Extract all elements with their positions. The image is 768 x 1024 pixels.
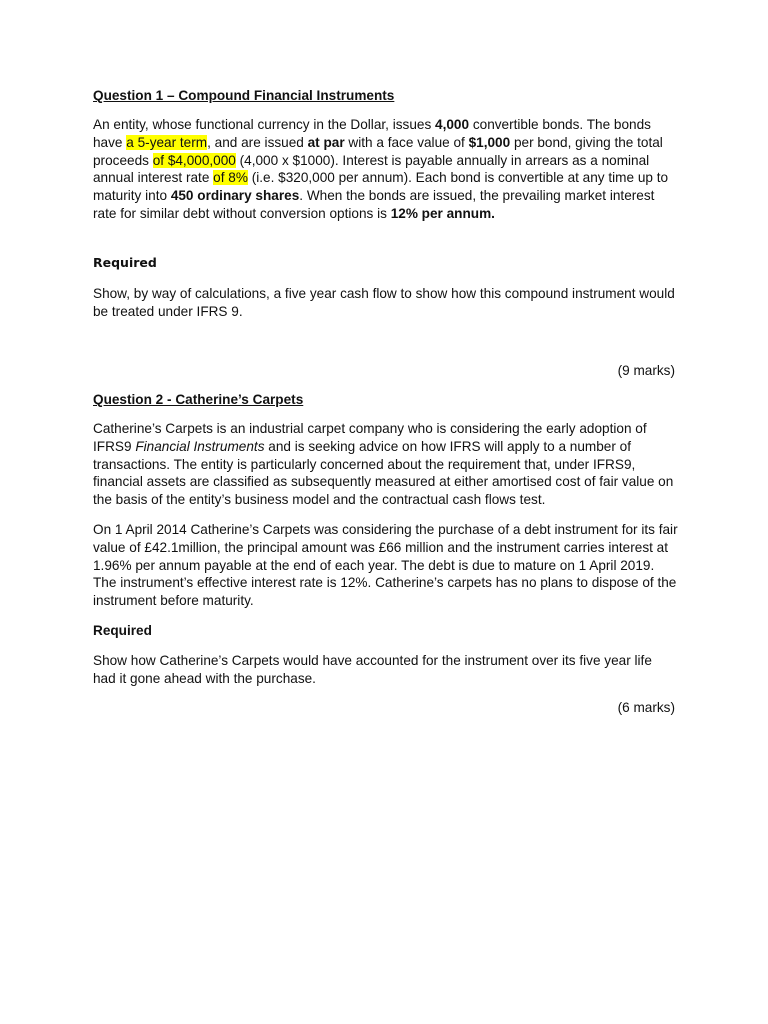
q1-bold-bonds: 4,000 [435,117,470,132]
q1-bold-par: at par [307,134,345,150]
q2-instruction: Show how Catherine’s Carpets would have accounted for the instrument over its five year life had it gone ahead with the purchase. [93,653,652,686]
q2-paragraph-2: On 1 April 2014 Catherine’s Carpets was considering the purchase of a debt instrument for its fair value of £42.1million, the principal amount was £66 million and the instrument carries interest at 1.96% per annum payable at the end of each year. The debt is due to mature on 1 April 2019. The instrument’s effective interest rate is 12%. Catherine’s carpets has no plans to dispose of the instrument before maturity. [93,522,678,609]
q2-heading: Question 2 - Catherine’s Carpets [93,392,304,407]
q2-required-label: Required [93,623,152,638]
q1-required-label: Required [93,255,157,270]
q1-bold-shares: 450 ordinary shares [170,188,300,204]
q1-highlight-rate: of 8% [213,170,248,186]
q2-paragraph-1 [93,420,678,509]
q2-text: and is seeking advice on how IFRS will apply to a number of transactions. The entity is particularly concerned about the requirement that, under IFRS9, financial assets are classified as subsequently measured at either amortised cost of fair value on the basis of the entity’s business model and the contractual cash flows test. [93,438,674,508]
q1-text: , and are issued [207,134,308,150]
q1-text: per bond, giving the total proceeds [93,134,663,168]
q1-bold-face-value: $1,000 [468,134,511,150]
q1-paragraph [93,116,678,223]
q1-text: An entity, whose functional currency in the Dollar, issues [93,117,436,132]
q1-text: (i.e. $320,000 per annum). Each bond is convertible at any time up to maturity into [93,170,669,204]
q1-text: . When the bonds are issued, the prevailing market interest rate for similar debt without conversion options is [93,188,655,221]
q1-heading: Question 1 – Compound Financial Instruments [93,88,395,103]
q1-text: convertible bonds. The bonds have [93,117,651,150]
q1-text: with a face value of [344,134,469,150]
q1-instruction: Show, by way of calculations, a five year cash flow to show how this compound instrument would be treated under IFRS 9. [93,286,675,319]
q1-bold-market-rate: 12% per annum. [390,205,495,221]
q2-text: Catherine’s Carpets is an industrial carpet company who is considering the early adoption of IFRS9 [93,421,647,454]
q2-marks: (6 marks) [617,700,675,715]
q2-italic-title: Financial Instruments [135,438,265,454]
q1-highlight-term: a 5-year term [126,134,208,150]
q1-marks: (9 marks) [617,363,675,378]
q1-text: (4,000 x $1000). Interest is payable annually in arrears as a nominal annual interest rate [93,152,650,186]
q1-highlight-proceeds: of $4,000,000 [152,152,236,168]
